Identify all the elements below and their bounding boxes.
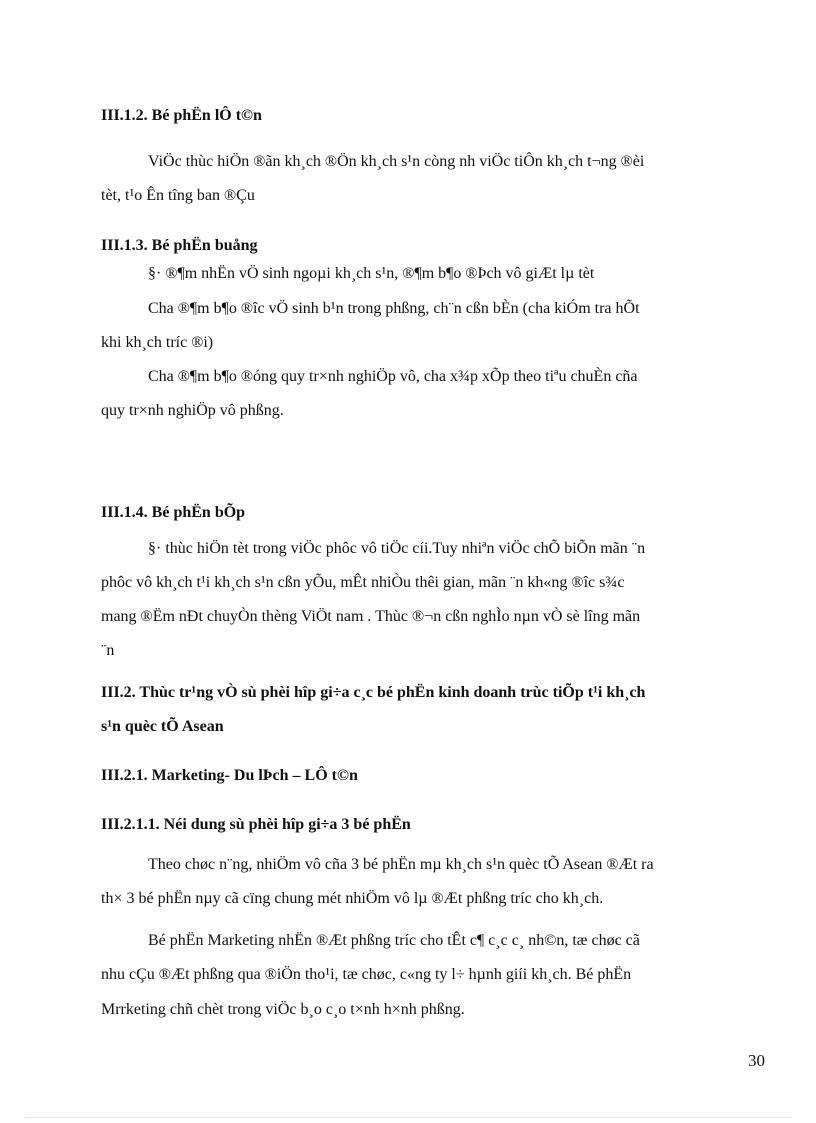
paragraph-line: §· ®¶m nhËn vÖ sinh ngoµi kh¸ch s¹n, ®¶m b¶o ®Þch vô giÆt lµ tèt bbox=[148, 265, 595, 282]
paragraph-line: §· thùc hiÖn tèt trong viÖc phôc vô tiÖc cíi.Tuy nhiªn viÖc chÕ biÕn mãn ¨n bbox=[148, 540, 646, 557]
page-bottom-divider bbox=[24, 1117, 792, 1118]
section-heading-3-1-3: III.1.3. Bé phËn buång bbox=[101, 237, 258, 254]
paragraph-line: mang ®Ëm nÐt chuyÒn thèng ViÖt nam . Thùc ®¬n cßn nghÌo nµn vÒ sè lîng mãn bbox=[101, 608, 641, 625]
section-heading-3-2: III.2. Thùc tr¹ng vÒ sù phèi hîp gi÷a c¸c bé phËn kinh doanh trùc tiÕp t¹i kh¸ch bbox=[101, 684, 646, 701]
paragraph-line: Cha ®¶m b¶o ®îc vÖ sinh b¹n trong phßng, ch¨n cßn bÈn (cha kiÓm tra hÕt bbox=[148, 300, 640, 317]
paragraph-line: ViÖc thùc hiÖn ®ãn kh¸ch ®Ön kh¸ch s¹n còng nh viÖc tiÔn kh¸ch t¬ng ®èi bbox=[148, 153, 645, 170]
section-heading-3-2-1: III.2.1. Marketing- Du lÞch – LÔ t©n bbox=[101, 767, 358, 784]
section-heading-3-1-4: III.1.4. Bé phËn bÕp bbox=[101, 504, 246, 521]
section-heading-3-2-1-1: III.2.1.1. Néi dung sù phèi hîp gi÷a 3 bé phËn bbox=[101, 816, 411, 833]
paragraph-line: tèt, t¹o Ên tîng ban ®Çu bbox=[101, 187, 255, 204]
section-heading-3-2-cont: s¹n quèc tÕ Asean bbox=[101, 718, 224, 735]
paragraph-line: ¨n bbox=[101, 642, 115, 659]
paragraph-line: Cha ®¶m b¶o ®óng quy tr×nh nghiÖp vô, cha x¾p xÕp theo tiªu chuÈn cña bbox=[148, 368, 638, 385]
paragraph-line: Theo chøc n¨ng, nhiÖm vô cña 3 bé phËn mµ kh¸ch s¹n quèc tÕ Asean ®Æt ra bbox=[148, 856, 654, 873]
paragraph-line: th× 3 bé phËn nµy cã cïng chung mét nhiÖm vô lµ ®Æt phßng tríc cho kh¸ch. bbox=[101, 890, 604, 907]
paragraph-line: quy tr×nh nghiÖp vô phßng. bbox=[101, 402, 284, 419]
paragraph-line: Mrrketing chñ chèt trong viÖc b¸o c¸o t×nh h×nh phßng. bbox=[101, 1001, 465, 1018]
paragraph-line: Bé phËn Marketing nhËn ®Æt phßng tríc cho tÊt c¶ c¸c c¸ nh©n, tæ chøc cã bbox=[148, 932, 640, 949]
paragraph-line: nhu cÇu ®Æt phßng qua ®iÖn tho¹i, tæ chøc, c«ng ty l÷ hµnh giíi kh¸ch. Bé phËn bbox=[101, 966, 632, 983]
page-number: 30 bbox=[748, 1051, 765, 1070]
paragraph-line: khi kh¸ch tríc ®i) bbox=[101, 334, 214, 351]
section-heading-3-1-2: III.1.2. Bé phËn lÔ t©n bbox=[101, 107, 262, 124]
paragraph-line: phôc vô kh¸ch t¹i kh¸ch s¹n cßn yÕu, mÊt nhiÒu thêi gian, mãn ¨n kh«ng ®îc s¾c bbox=[101, 574, 625, 591]
